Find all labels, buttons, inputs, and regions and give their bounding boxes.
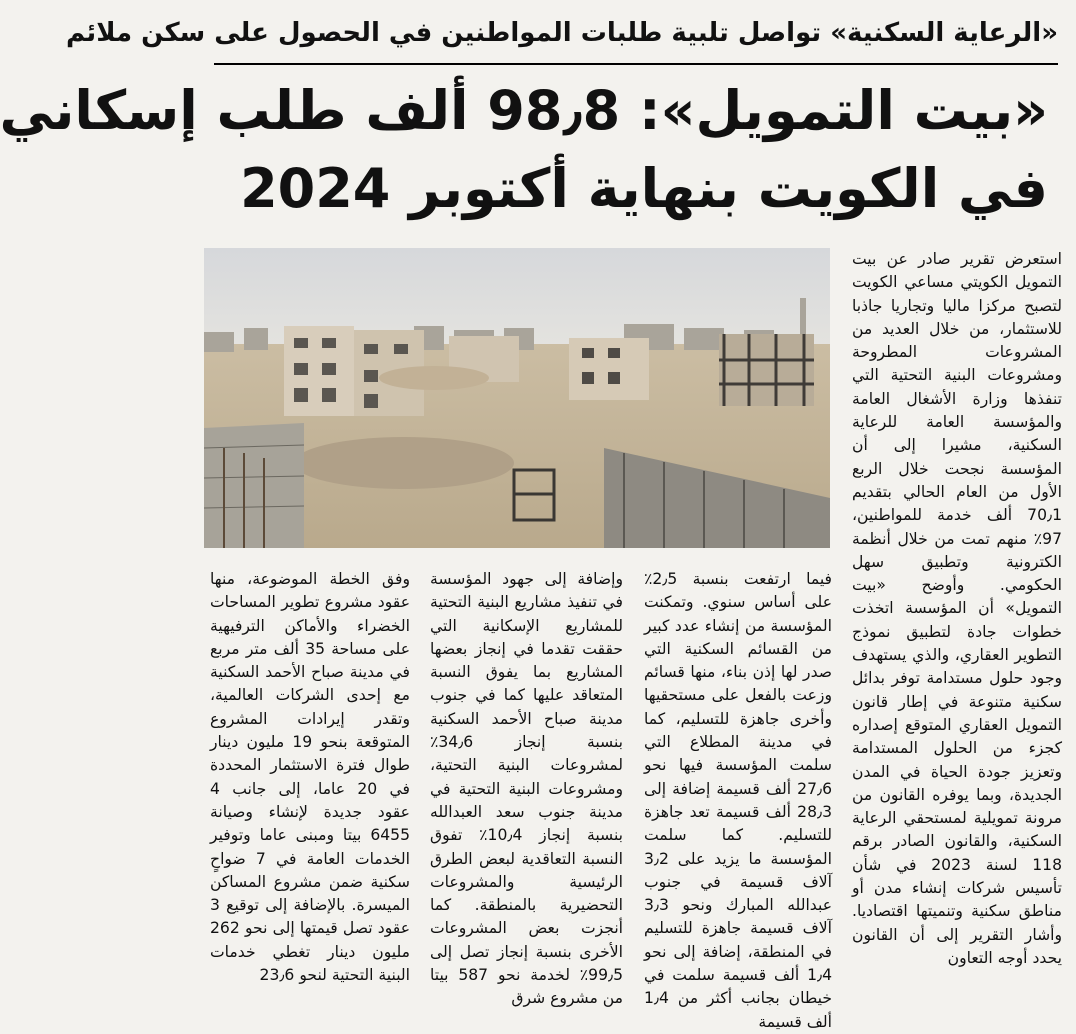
article-column-4	[210, 568, 410, 1000]
construction-site-photo	[204, 248, 830, 548]
headline-line-1: «بيت التمويل»: 98٫8 ألف طلب إسكاني	[0, 79, 1048, 142]
divider-rule	[214, 63, 1058, 65]
kicker-headline: «الرعاية السكنية» تواصل تلبية طلبات المواطنين في الحصول على سكن ملائم	[66, 18, 1058, 48]
article-photo	[204, 248, 830, 548]
column-1-text: استعرض تقرير صادر عن بيت التمويل الكويتي مساعي الكويت لتصبح مركزا ماليا وتجاريا جاذبا للاستثمار، من خلال العديد من المشروعات المطروحة ومشروعات البنية التحتية التي تنفذها وزارة الأشغال العامة والمؤسسة العامة للرعاية السكنية، مشيرا إلى أن المؤسسة نجحت خلال الربع الأول من العام الحالي بتقديم 70٫1 ألف خدمة للمواطنين، 97٪ منهم تمت من خلال أنظمة الكترونية وتطبيق سهل الحكومي. وأوضح «بيت التمويل» أن المؤسسة اتخذت خطوات جادة لتطبيق نموذج التطوير العقاري، والذي يستهدف وجود حلول مستدامة توفر بدائل سكنية متنوعة في إطار قانون التمويل العقاري المتوقع إصداره كجزء من الحلول المستدامة وتعزيز جودة الحياة في المدن الجديدة، وبما يوفره القانون من مرونة تمويلية لمستحقي الرعاية السكنية، والقانون الصادر برقم 118 لسنة 2023 في شأن تأسيس شركات إنشاء مدن أو مناطق سكنية وتنميتها اقتصاديا. وأشار التقرير إلى أن القانون يحدد أوجه التعاون	[852, 250, 1062, 967]
article-column-3	[430, 568, 623, 1008]
column-2-text: فيما ارتفعت بنسبة 2٫5٪ على أساس سنوي. وتمكنت المؤسسة من إنشاء عدد كبير من القسائم السكنية التي صدر لها إذن بناء، منها قسائم وزعت بالفعل على مستحقيها وأخرى جاهزة للتسليم، كما في مدينة المطلاع التي سلمت المؤسسة فيها نحو 27٫6 ألف قسيمة إضافة إلى 28٫3 ألف قسيمة تعد جاهزة للتسليم. كما سلمت المؤسسة ما يزيد على 3٫2 آلاف قسيمة في جنوب عبدالله المبارك ونحو 3٫3 آلاف قسيمة جاهزة للتسليم في المنطقة، إضافة إلى نحو 1٫4 ألف قسيمة سلمت في خيطان بجانب أكثر من 1٫4 ألف قسيمة	[644, 570, 832, 1031]
column-4-text: وفق الخطة الموضوعة، منها عقود مشروع تطوير المساحات الخضراء والأماكن الترفيهية على مساحة 35 ألف متر مربع في مدينة صباح الأحمد السكنية مع إحدى الشركات العالمية، وتقدر إيرادات المشروع المتوقعة بنحو 19 مليون دينار طوال فترة الاستثمار المحددة في 20 عاما، إلى جانب 4 عقود جديدة لإنشاء وصيانة 6455 بيتا ومبنى عاما وتوفير الخدمات العامة في 7 ضواحٍ سكنية ضمن مشروع المساكن الميسرة. بالإضافة إلى توقيع 3 عقود تصل قيمتها إلى نحو 262 مليون دينار تغطي خدمات البنية التحتية لنحو 23٫6	[210, 570, 411, 985]
headline-line-2: في الكويت بنهاية أكتوبر 2024	[240, 157, 1048, 220]
column-3-text: وإضافة إلى جهود المؤسسة في تنفيذ مشاريع البنية التحتية للمشاريع الإسكانية التي حققت تقدما في إنجاز بعضها المشاريع بما يفوق النسبة المتعاقد عليها كما في جنوب مدينة صباح الأحمد السكنية بنسبة إنجاز 34٫6٪ لمشروعات البنية التحتية، ومشروعات البنية التحتية في مدينة جنوب سعد العبدالله بنسبة إنجاز 10٫4٪ تفوق النسبة التعاقدية لبعض الطرق الرئيسية والمشروعات التحضيرية بالمنطقة. كما أنجزت بعض المشروعات الأخرى بنسبة إنجاز تصل إلى 99٫5٪ لخدمة نحو 587 بيتا من مشروع شرق	[430, 570, 623, 1008]
article-column-2	[644, 568, 832, 1031]
main-headline	[0, 72, 1048, 237]
article-column-1	[852, 248, 1062, 1000]
